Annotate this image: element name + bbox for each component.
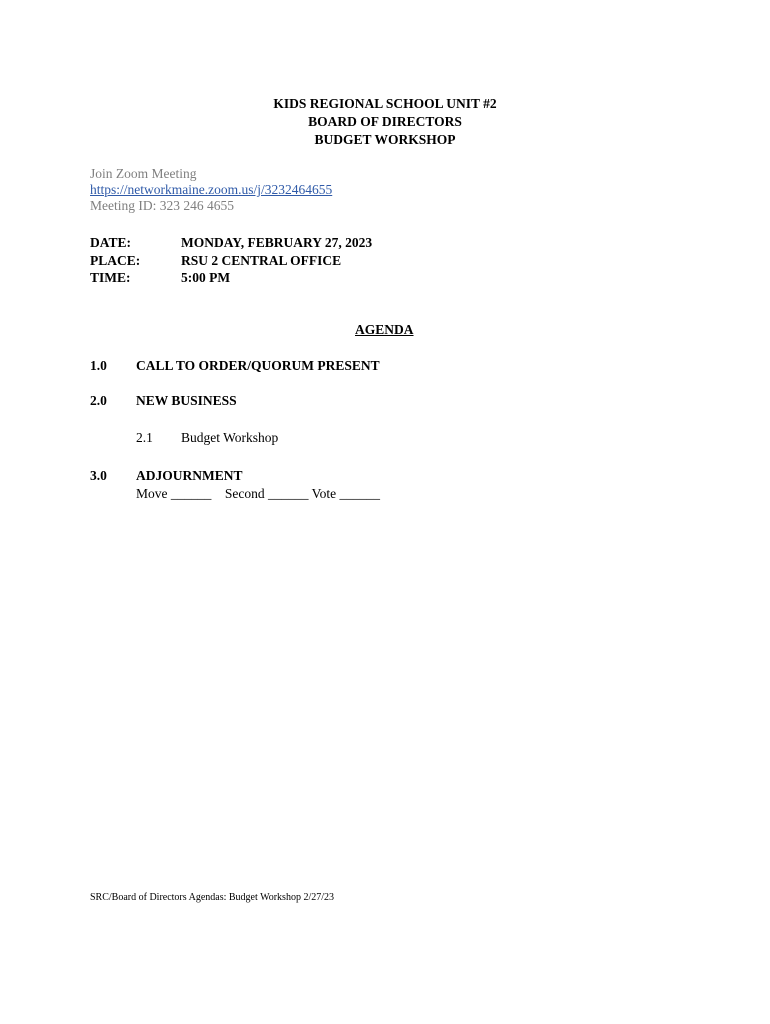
agenda-sub-item-budget-workshop xyxy=(136,430,278,446)
adjournment-motion-line: Move ______ Second ______ Vote ______ xyxy=(136,486,380,501)
agenda-sub-item-title: Budget Workshop xyxy=(181,430,279,445)
meeting-date-row xyxy=(90,234,372,252)
agenda-item-title: NEW BUSINESS xyxy=(136,393,237,408)
agenda-item-title: ADJOURNMENT xyxy=(136,468,243,483)
agenda-item-title: CALL TO ORDER/QUORUM PRESENT xyxy=(136,358,380,373)
meeting-time-row xyxy=(90,269,372,287)
agenda-item-call-to-order xyxy=(90,358,380,374)
zoom-info xyxy=(90,166,332,214)
agenda-sub-item-number: 2.1 xyxy=(136,430,153,445)
place-value: RSU 2 CENTRAL OFFICE xyxy=(181,252,342,268)
agenda-title: AGENDA xyxy=(355,322,414,337)
time-label: TIME: xyxy=(90,270,131,285)
zoom-meeting-id: Meeting ID: 323 246 4655 xyxy=(90,198,234,213)
time-value: 5:00 PM xyxy=(181,270,231,285)
date-value: MONDAY, FEBRUARY 27, 2023 xyxy=(181,235,373,250)
date-label: DATE: xyxy=(90,235,132,250)
agenda-item-adjournment xyxy=(90,468,243,484)
agenda-item-number: 2.0 xyxy=(90,393,107,408)
meeting-place-row xyxy=(90,252,372,270)
agenda-item-number: 1.0 xyxy=(90,358,107,373)
place-label: PLACE: xyxy=(90,252,141,268)
zoom-join-label: Join Zoom Meeting xyxy=(90,166,197,181)
meeting-details xyxy=(90,234,372,287)
header-line-organization: KIDS REGIONAL SCHOOL UNIT #2 xyxy=(273,96,497,111)
zoom-meeting-link[interactable]: https://networkmaine.zoom.us/j/3232464655 xyxy=(90,182,333,197)
header-line-board: BOARD OF DIRECTORS xyxy=(308,114,462,129)
header-line-meeting-type: BUDGET WORKSHOP xyxy=(314,132,456,147)
agenda-item-new-business xyxy=(90,393,237,409)
document-header xyxy=(0,95,770,149)
document-footer: SRC/Board of Directors Agendas: Budget Workshop 2/27/23 xyxy=(90,892,334,903)
agenda-item-number: 3.0 xyxy=(90,468,107,483)
